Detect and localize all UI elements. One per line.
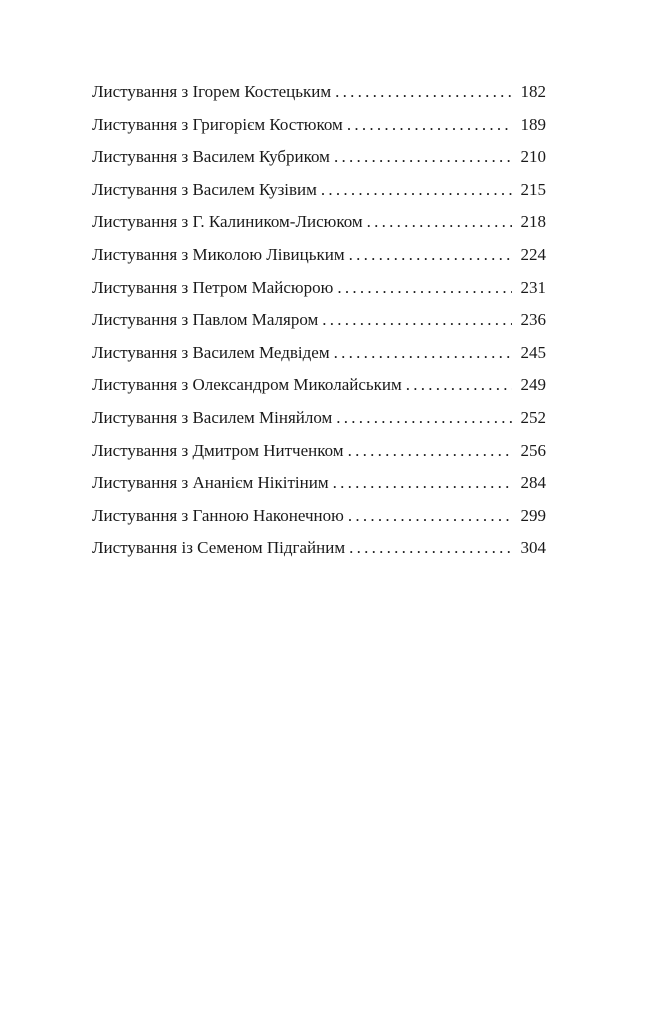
toc-entry-page: 236 (520, 310, 546, 330)
toc-entry-page: 182 (520, 82, 546, 101)
table-of-contents (92, 82, 546, 571)
toc-dot-leader (367, 212, 512, 232)
toc-entry-page: 249 (520, 375, 546, 395)
toc-dot-leader (336, 408, 512, 428)
toc-entry-title: Листування з Ганною Наконечною (92, 505, 344, 525)
toc-entry-page: 231 (520, 277, 546, 297)
toc-entry (92, 180, 546, 213)
toc-entry-title: Листування з Василем Міняйлом (92, 407, 333, 427)
toc-entry-page: 215 (520, 179, 546, 199)
toc-entry-title: Листування з Миколою Лівицьким (92, 244, 345, 264)
toc-entry (92, 147, 546, 180)
toc-entry-title: Листування з Ігорем Костецьким (92, 82, 332, 101)
toc-entry (92, 473, 546, 506)
toc-entry (92, 82, 546, 115)
toc-entry-page: 210 (520, 147, 546, 167)
toc-entry (92, 310, 546, 343)
toc-entry-title: Листування із Семеном Підгайним (92, 538, 346, 558)
toc-entry (92, 441, 546, 474)
toc-entry (92, 115, 546, 148)
toc-dot-leader (348, 506, 512, 526)
toc-dot-leader (334, 147, 512, 167)
toc-entry-page: 252 (520, 407, 546, 427)
toc-dot-leader (337, 278, 512, 298)
toc-entry-title: Листування з Петром Майсюрою (92, 277, 334, 297)
toc-entry-title: Листування з Г. Калиником-Лисюком (92, 212, 363, 232)
toc-entry-title: Листування з Ананієм Нікітіним (92, 473, 329, 493)
toc-entry-title: Листування з Василем Кубриком (92, 147, 330, 167)
toc-entry-page: 299 (520, 505, 546, 525)
toc-entry (92, 538, 546, 571)
toc-dot-leader (321, 180, 512, 200)
toc-entry-page: 245 (520, 342, 546, 362)
toc-dot-leader (322, 310, 512, 330)
toc-entry-page: 189 (520, 114, 546, 134)
toc-entry-title: Листування з Василем Кузівим (92, 179, 317, 199)
toc-entry (92, 408, 546, 441)
toc-dot-leader (406, 375, 512, 395)
toc-entry-title: Листування з Дмитром Нитченком (92, 440, 344, 460)
toc-dot-leader (333, 473, 512, 493)
toc-dot-leader (349, 245, 512, 265)
toc-entry-title: Листування з Василем Медвідем (92, 342, 330, 362)
toc-entry (92, 245, 546, 278)
toc-entry (92, 212, 546, 245)
toc-entry-title: Листування з Олександром Миколайським (92, 375, 402, 395)
toc-entry-title: Листування з Павлом Маляром (92, 310, 319, 330)
toc-entry (92, 506, 546, 539)
toc-dot-leader (335, 82, 512, 102)
toc-entry (92, 278, 546, 311)
toc-dot-leader (349, 538, 512, 558)
toc-entry-page: 218 (520, 212, 546, 232)
toc-dot-leader (347, 115, 512, 135)
toc-entry-page: 256 (520, 440, 546, 460)
toc-dot-leader (334, 343, 512, 363)
toc-entry-page: 284 (520, 473, 546, 493)
toc-entry-title: Листування з Григорієм Костюком (92, 114, 343, 134)
toc-entry (92, 375, 546, 408)
toc-entry-page: 224 (520, 244, 546, 264)
toc-entry (92, 343, 546, 376)
toc-dot-leader (348, 441, 512, 461)
toc-entry-page: 304 (520, 538, 546, 558)
